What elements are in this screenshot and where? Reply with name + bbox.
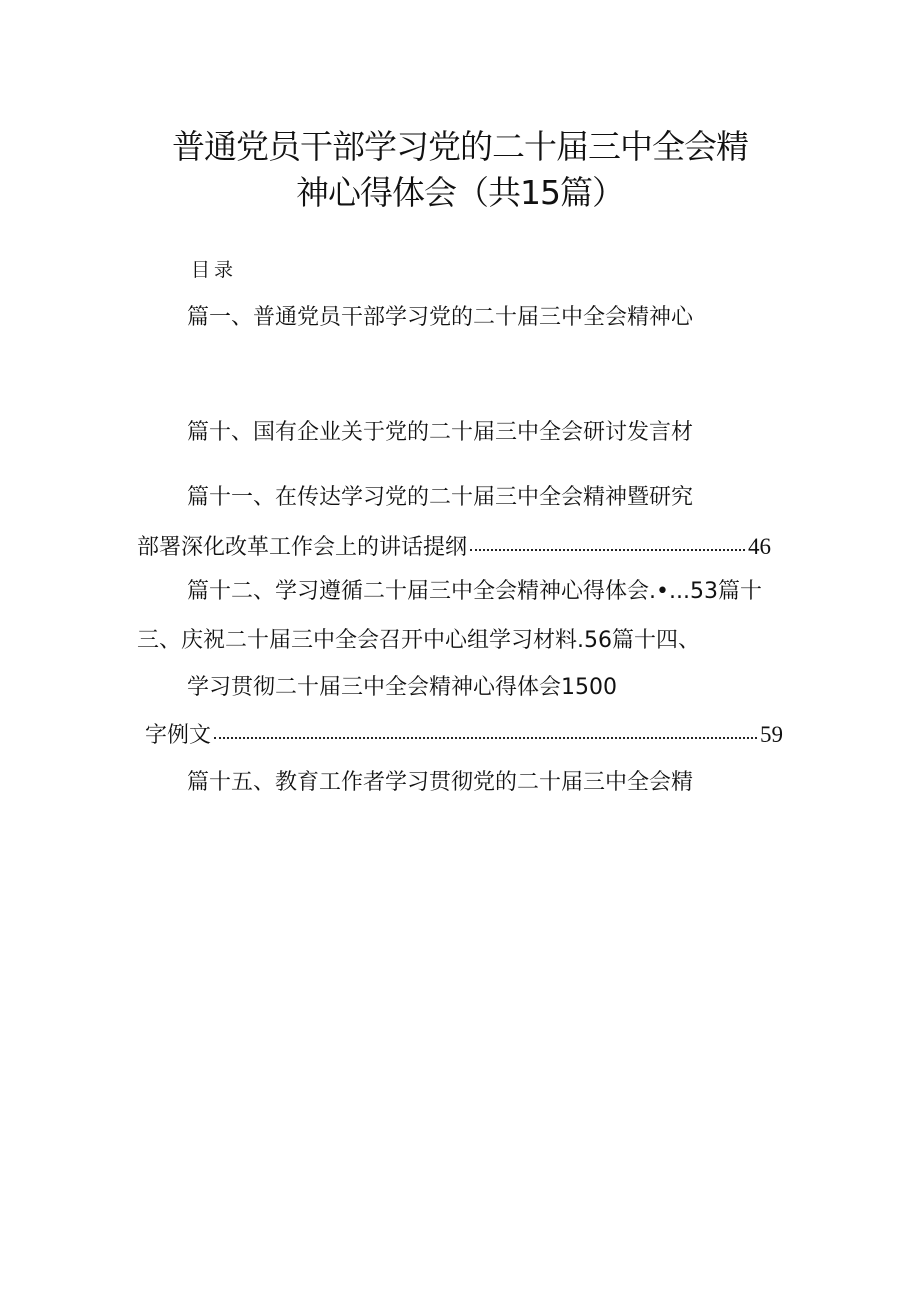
document-title-line-2: 神心得体会（共15篇）	[296, 173, 624, 212]
toc-entry-text: 字例文	[145, 723, 212, 748]
toc-entry-text: 部署深化改革工作会上的讲话提纲	[137, 535, 468, 560]
toc-entry-11: 篇十一、在传达学习党的二十届三中全会精神暨研究	[187, 485, 694, 510]
page-number: 59	[760, 722, 783, 747]
toc-entry-11-continued	[137, 535, 771, 559]
dot-leader	[214, 737, 757, 739]
document-title-line-1: 普通党员干部学习党的二十届三中全会精	[172, 127, 748, 166]
toc-entry-15: 篇十五、教育工作者学习贯彻党的二十届三中全会精	[187, 770, 694, 795]
page-number: 46	[748, 534, 771, 559]
toc-entry-14-end	[145, 723, 783, 747]
toc-entry-12: 篇十二、学习遵循二十届三中全会精神心得体会.•...53篇十	[187, 579, 762, 604]
toc-entry-14-continued: 学习贯彻二十届三中全会精神心得体会1500	[187, 675, 617, 700]
toc-entry-13-14: 三、庆祝二十届三中全会召开中心组学习材料.56篇十四、	[137, 628, 700, 653]
dot-leader	[470, 549, 745, 551]
toc-entry-1: 篇一、普通党员干部学习党的二十届三中全会精神心	[187, 305, 694, 330]
toc-label: 目录	[191, 259, 238, 281]
toc-entry-10: 篇十、国有企业关于党的二十届三中全会研讨发言材	[187, 420, 694, 445]
